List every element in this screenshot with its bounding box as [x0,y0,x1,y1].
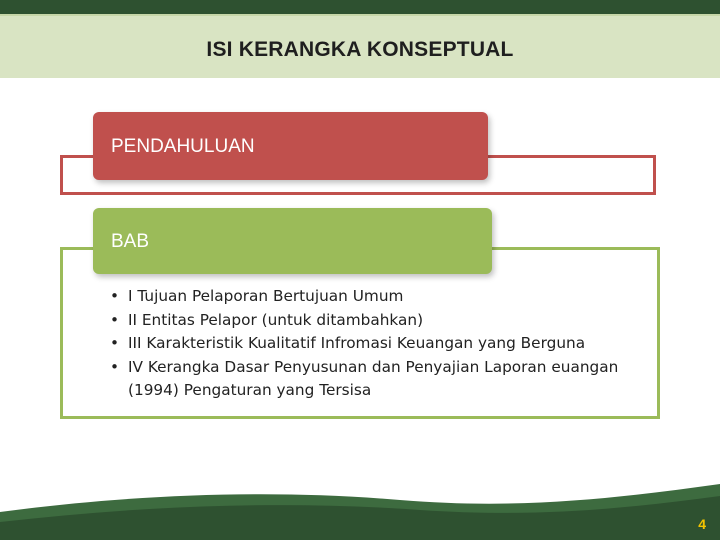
list-item-text: IV Kerangka Dasar Penyusunan dan Penyajian Laporan euangan (1994) Pengaturan yang Tersisa [128,357,619,399]
bullet-icon: • [110,357,120,376]
pendahuluan-label: PENDAHULUAN [111,136,255,157]
list-item-text: II Entitas Pelapor (untuk ditambahkan) [128,310,424,329]
list-item [106,309,646,333]
pendahuluan-header [93,112,488,180]
page-number: 4 [698,516,706,532]
list-item [106,285,646,309]
bab-list [106,285,646,403]
bullet-icon: • [110,310,120,329]
bab-label: BAB [111,231,150,252]
bullet-icon: • [110,287,120,305]
bab-header [93,208,492,274]
footer-wave [0,478,720,540]
list-item [106,356,646,403]
top-bar [0,0,720,14]
slide-title: ISI KERANGKA KONSEPTUAL [206,38,514,61]
list-item [106,332,646,356]
bullet-icon: • [110,334,120,352]
list-item-text: I Tujuan Pelaporan Bertujuan Umum [128,287,404,305]
list-item-text: III Karakteristik Kualitatif Infromasi Keuangan yang Berguna [128,334,586,352]
